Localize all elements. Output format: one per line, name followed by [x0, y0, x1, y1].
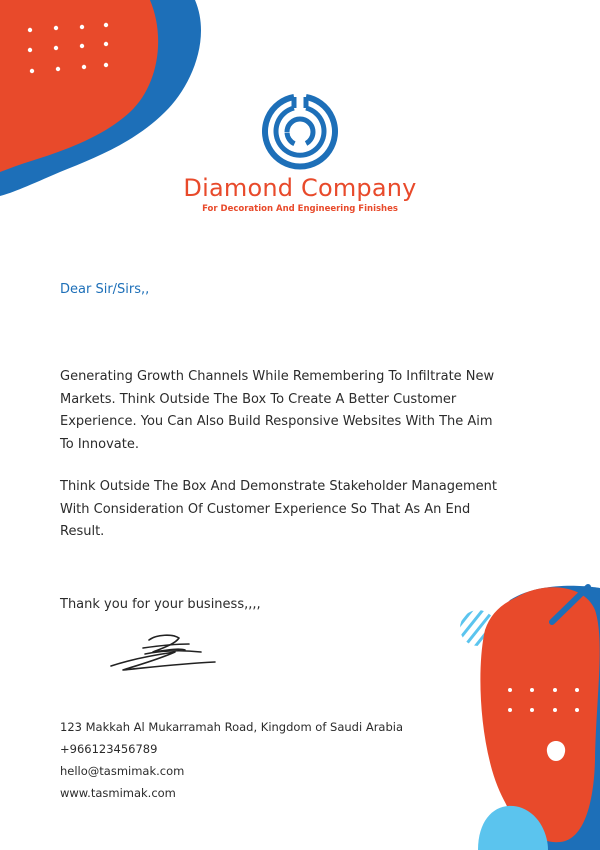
contact-block [60, 716, 403, 804]
company-name: Diamond Company [183, 174, 417, 202]
letter-closing: Thank you for your business,,,, [60, 597, 261, 612]
company-logo-icon [260, 92, 340, 172]
contact-email[interactable]: hello@tasmimak.com [60, 764, 185, 778]
company-tagline: For Decoration And Engineering Finishes [202, 204, 398, 214]
letter-greeting: Dear Sir/Sirs,, [60, 282, 150, 297]
letter-paragraph-1: Generating Growth Channels While Remembering To Infiltrate New Markets. Think Outside The Box To Create A Better Customer Experience. You Can Also Build Responsive Websites With The Aim To Innovate. [60, 369, 495, 452]
letter-paragraph-2: Think Outside The Box And Demonstrate Stakeholder Management With Consideration Of Customer Experience So That As An End Result. [60, 479, 497, 539]
red-blob [480, 587, 599, 842]
handwritten-signature [105, 628, 225, 676]
letterhead-header [0, 92, 600, 214]
contact-phone: +966123456789 [60, 742, 158, 756]
contact-address: 123 Makkah Al Mukarramah Road, Kingdom of Saudi Arabia [60, 720, 404, 734]
contact-website[interactable]: www.tasmimak.com [60, 786, 176, 800]
bottom-right-decorative-shape [445, 575, 600, 850]
